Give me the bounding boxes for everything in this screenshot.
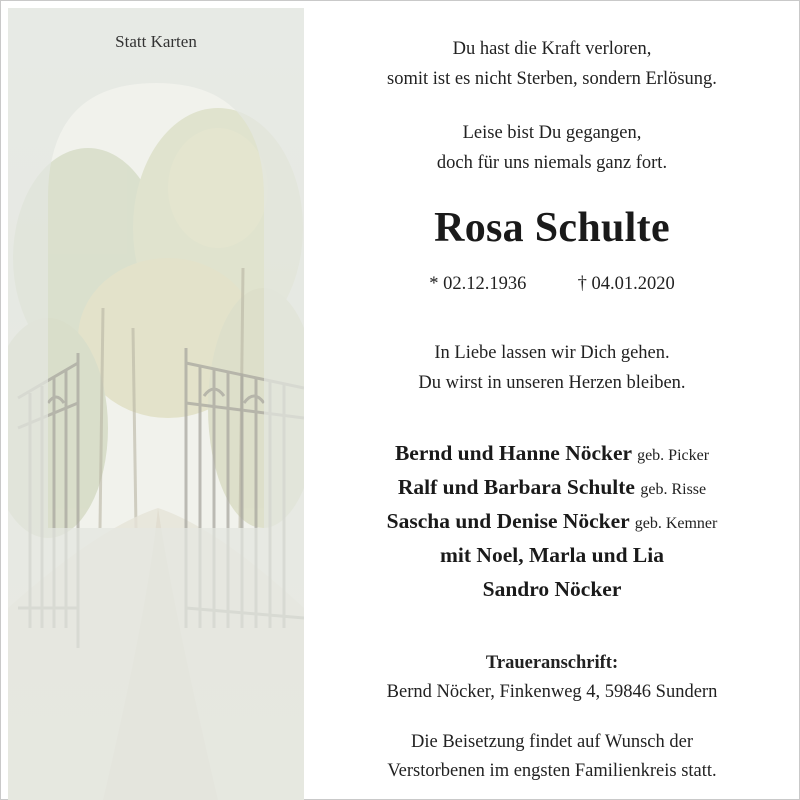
life-dates: [304, 274, 800, 295]
garden-gate-image: [8, 8, 304, 800]
verse3-line1: In Liebe lassen wir Dich gehen.: [434, 343, 670, 363]
family-line: [304, 470, 800, 507]
verse3-line2: Du wirst in unseren Herzen bleiben.: [418, 373, 686, 393]
family-names: Ralf und Barbara Schulte: [397, 475, 635, 499]
address-line: Bernd Nöcker, Finkenweg 4, 59846 Sundern: [386, 682, 718, 702]
family-line: [304, 538, 800, 572]
family-names: Bernd und Hanne Nöcker: [394, 441, 632, 465]
garden-gate-illustration: [8, 8, 304, 800]
family-names: mit Noel, Marla und Lia: [440, 543, 664, 567]
family-line: [304, 436, 800, 473]
closing-line1: Die Beisetzung findet auf Wunsch der: [411, 732, 693, 752]
family-geb: geb. Picker: [637, 447, 710, 464]
verse1-line1: Du hast die Kraft verloren,: [452, 39, 652, 59]
deceased-name: Rosa Schulte: [434, 205, 670, 251]
statt-karten-label: Statt Karten: [115, 32, 197, 51]
family-geb: geb. Risse: [640, 481, 707, 498]
family-geb: geb. Kemner: [634, 515, 718, 532]
closing-line2: Verstorbenen im engsten Familienkreis statt.: [387, 761, 717, 781]
birth-date: * 02.12.1936: [429, 274, 527, 294]
verse1-line2: somit ist es nicht Sterben, sondern Erlösung.: [387, 69, 717, 89]
family-line: [304, 572, 800, 606]
notice-text-column: [304, 0, 800, 800]
verse2-line2: doch für uns niemals ganz fort.: [436, 153, 668, 173]
address-title: Traueranschrift:: [485, 653, 619, 673]
verse2-line1: Leise bist Du gegangen,: [462, 123, 642, 143]
death-date: † 04.01.2020: [577, 274, 675, 294]
family-names: Sascha und Denise Nöcker: [386, 509, 630, 533]
family-names: Sandro Nöcker: [482, 577, 622, 601]
family-line: [304, 504, 800, 541]
